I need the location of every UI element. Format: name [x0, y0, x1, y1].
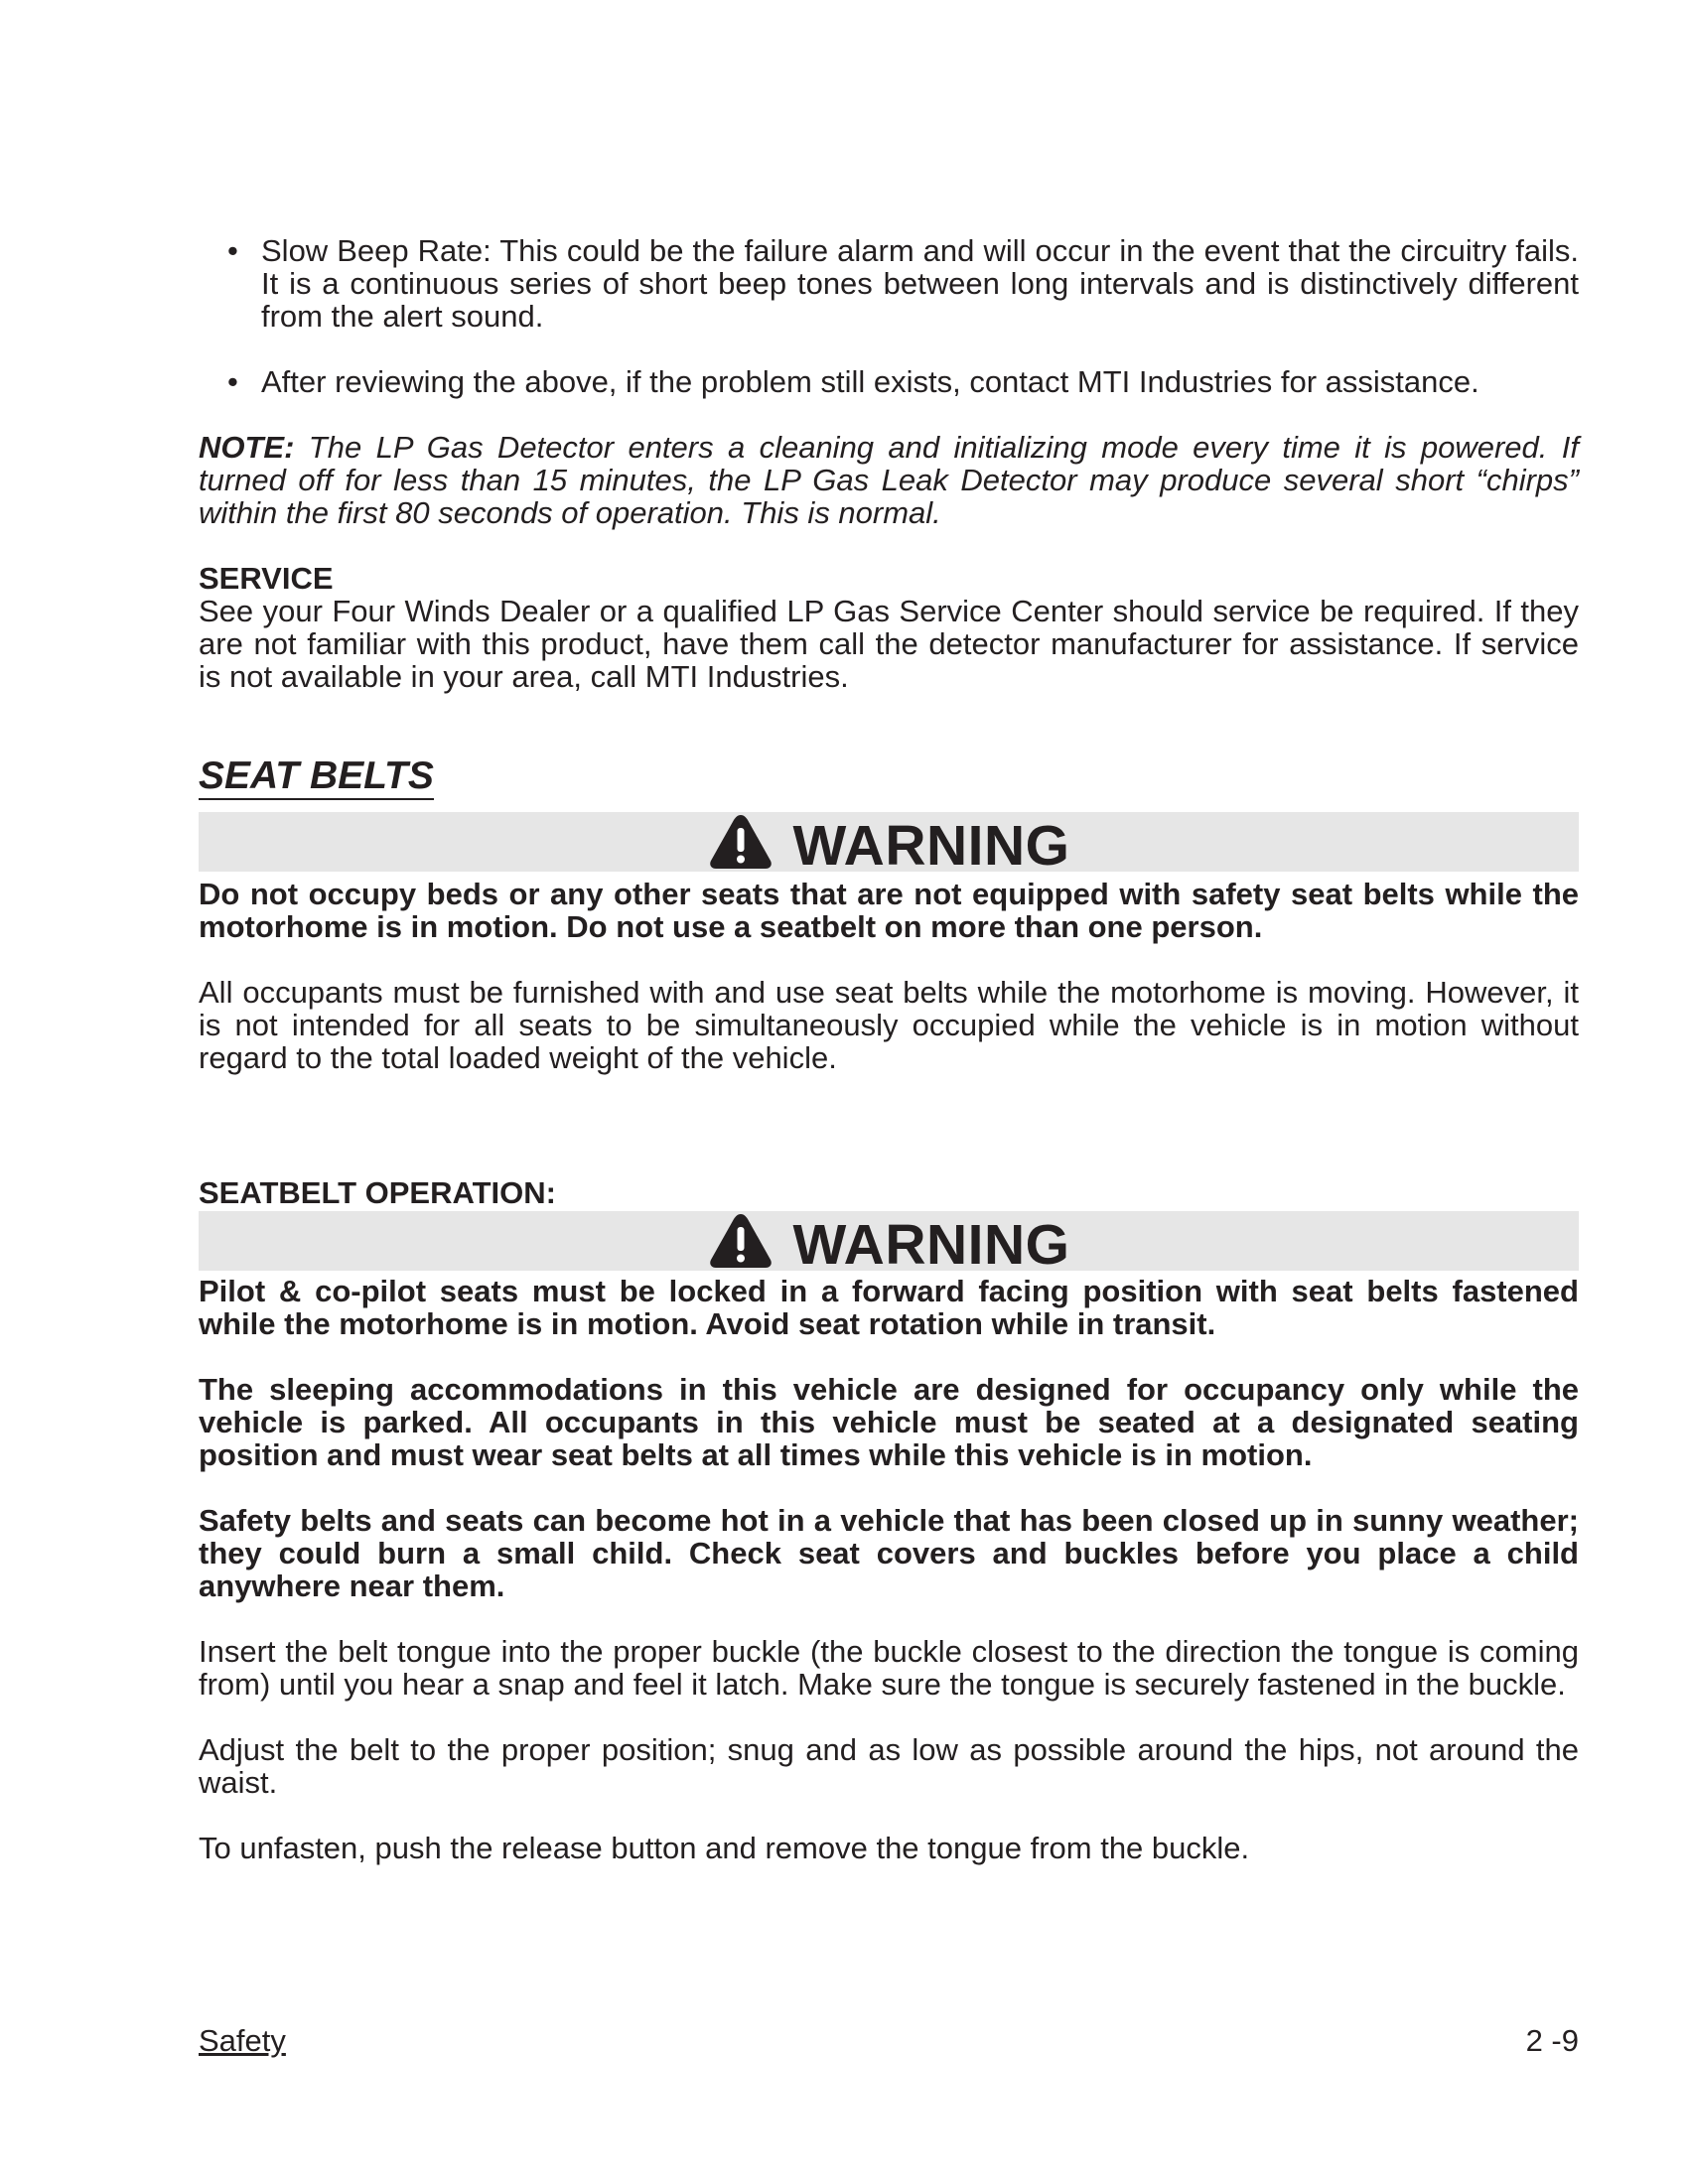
warning-banner — [199, 1211, 1579, 1277]
note-text: The LP Gas Detector enters a cleaning and initializing mode every time it is powered. If turned off for less than 15 minutes, the LP Gas Leak Detector may produce several short “chirps” within the first 80 seconds of operation. This is normal. — [199, 430, 1579, 530]
warning-label: WARNING — [792, 1213, 1070, 1277]
page-number: 2 -9 — [1525, 2023, 1579, 2058]
note-label: NOTE: — [199, 430, 295, 465]
section-title-seat-belts: SEAT BELTS — [199, 754, 434, 800]
instruction-text: Insert the belt tongue into the proper buckle (the buckle closest to the direction the tongue is coming from) until you hear a snap and feel it latch. Make sure the tongue is securely fastened in the buckle. — [199, 1634, 1579, 1702]
warning-text: Pilot & co-pilot seats must be locked in a forward facing position with seat belts fastened while the motorhome is in motion. Avoid seat rotation while in transit. — [199, 1274, 1579, 1341]
warning-text: Do not occupy beds or any other seats that are not equipped with safety seat belts while the motorhome is in motion. Do not use a seatbelt on more than one person. — [199, 877, 1579, 944]
warning-icon — [708, 1212, 774, 1270]
seat-belts-text: All occupants must be furnished with and use seat belts while the motorhome is moving. However, it is not intended for all seats to be simultaneously occupied while the vehicle is in motion without regard to the total loaded weight of the vehicle. — [199, 975, 1579, 1075]
seatbelt-operation-heading: SEATBELT OPERATION: — [199, 1175, 556, 1210]
list-item: • After reviewing the above, if the problem still exists, contact MTI Industries for assistance. — [199, 365, 1579, 398]
service-text: See your Four Winds Dealer or a qualified LP Gas Service Center should service be required. If they are not familiar with this product, have them call the detector manufacturer for assistance. If service is not available in your area, call MTI Industries. — [199, 594, 1579, 694]
bullet-list — [199, 234, 1579, 398]
instruction-text: Adjust the belt to the proper position; snug and as low as possible around the hips, not around the waist. — [199, 1732, 1579, 1800]
warning-label: WARNING — [792, 814, 1070, 878]
warning-text: Safety belts and seats can become hot in a vehicle that has been closed up in sunny weather; they could burn a small child. Check seat covers and buckles before you place a child anywhere near them. — [199, 1503, 1579, 1603]
warning-icon — [708, 813, 774, 871]
instruction-text: To unfasten, push the release button and remove the tongue from the buckle. — [199, 1831, 1250, 1865]
footer-section: Safety — [199, 2023, 286, 2058]
page-content — [199, 234, 1579, 1864]
warning-banner — [199, 812, 1579, 878]
list-item: • Slow Beep Rate: This could be the failure alarm and will occur in the event that the circuitry fails. It is a continuous series of short beep tones between long intervals and is distinctively different from the alert sound. — [199, 234, 1579, 333]
warning-text: The sleeping accommodations in this vehicle are designed for occupancy only while the vehicle is parked. All occupants in this vehicle must be seated at a designated seating position and must wear seat belts at all times while this vehicle is in motion. — [199, 1372, 1579, 1472]
service-heading: SERVICE — [199, 561, 334, 596]
note-paragraph — [199, 431, 1579, 529]
